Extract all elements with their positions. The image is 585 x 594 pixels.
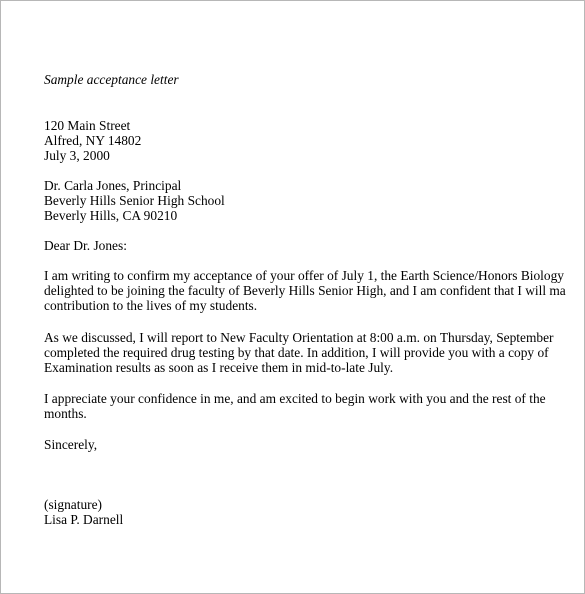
signature-block: [44, 497, 123, 527]
paragraph-acceptance: [44, 268, 566, 314]
paragraph-orientation: [44, 330, 553, 376]
recipient-school: Beverly Hills Senior High School: [44, 193, 225, 209]
paragraph-appreciation: [44, 391, 546, 421]
letter-title: [44, 72, 179, 87]
recipient-name: Dr. Carla Jones, Principal: [44, 178, 182, 193]
sender-city: Alfred, NY 14802: [44, 133, 142, 149]
letter-date: July 3, 2000: [44, 148, 110, 164]
letter-title-text: Sample acceptance letter: [44, 72, 179, 87]
paragraph-line: I am writing to confirm my acceptance of your offer of July 1, the Earth Science/Honors Biology: [44, 268, 564, 283]
paragraph-line: contribution to the lives of my students.: [44, 298, 258, 314]
paragraph-line: months.: [44, 406, 87, 422]
signature-placeholder: (signature): [44, 497, 103, 512]
paragraph-line: delighted to be joining the faculty of Beverly Hills Senior High, and I am confident that I will ma: [44, 283, 566, 299]
closing-text: Sincerely,: [44, 437, 98, 452]
salutation-text: Dear Dr. Jones:: [44, 238, 127, 253]
paragraph-line: completed the required drug testing by that date. In addition, I will provide you with a copy of: [44, 345, 549, 361]
recipient-address: [44, 178, 225, 224]
paragraph-line: Examination results as soon as I receive them in mid-to-late July.: [44, 360, 394, 376]
signer-name: Lisa P. Darnell: [44, 512, 124, 528]
salutation: [44, 238, 127, 253]
paragraph-line: I appreciate your confidence in me, and am excited to begin work with you and the rest of the: [44, 391, 546, 406]
recipient-city: Beverly Hills, CA 90210: [44, 208, 178, 224]
paragraph-line: As we discussed, I will report to New Faculty Orientation at 8:00 a.m. on Thursday, September: [44, 330, 554, 345]
sender-address: [44, 118, 141, 164]
sender-street: 120 Main Street: [44, 118, 131, 133]
closing: [44, 437, 97, 452]
